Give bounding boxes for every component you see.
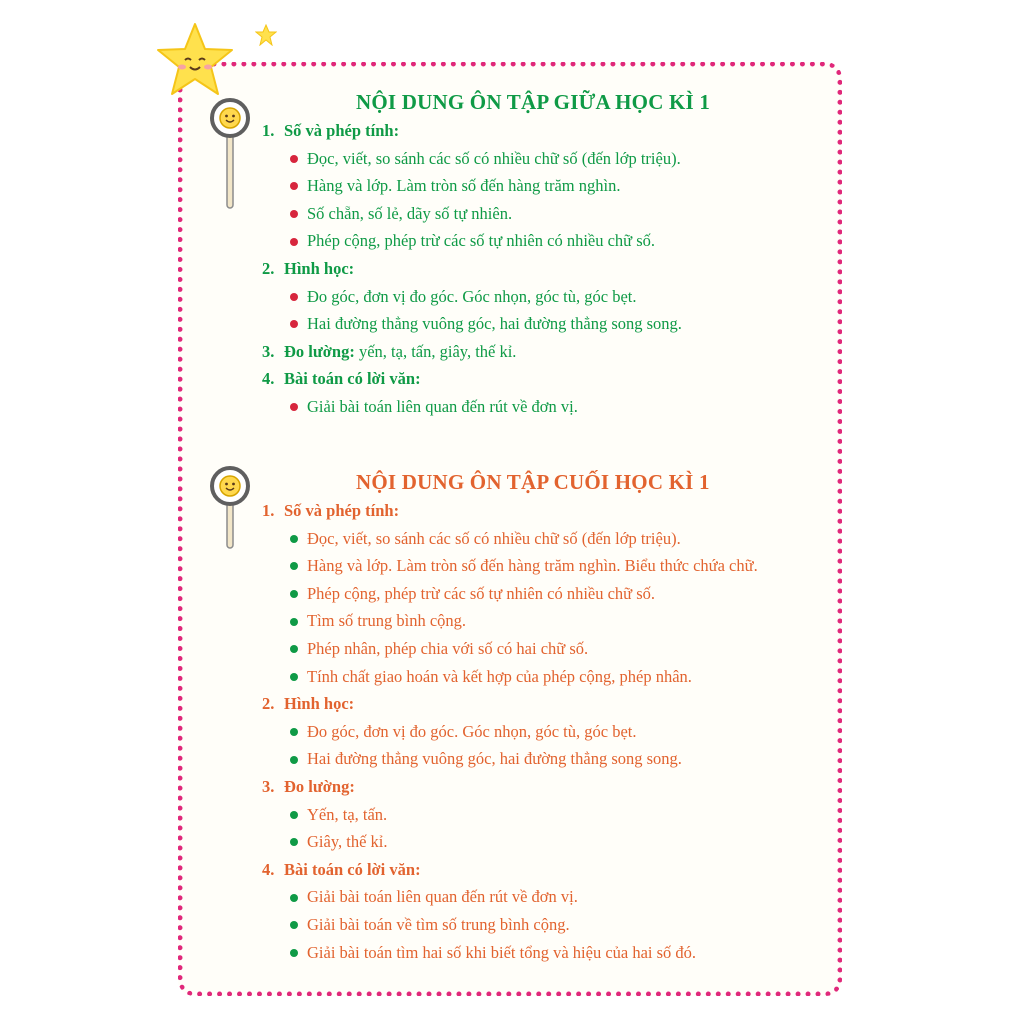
list-item-text: Hàng và lớp. Làm tròn số đến hàng trăm nghìn. bbox=[307, 176, 621, 196]
list-item bbox=[290, 667, 692, 687]
bullet-icon bbox=[290, 756, 298, 764]
bullet-icon bbox=[290, 590, 298, 598]
list-item-text: Yến, tạ, tấn. bbox=[307, 804, 388, 824]
bullet-icon bbox=[290, 210, 298, 218]
list-item-text: Tính chất giao hoán và kết hợp của phép cộng, phép nhân. bbox=[307, 666, 692, 686]
bullet-icon bbox=[290, 673, 298, 681]
bullet-icon bbox=[290, 921, 298, 929]
list-item bbox=[290, 611, 466, 631]
group-heading bbox=[262, 121, 399, 141]
list-item bbox=[290, 231, 655, 251]
lollipop-icon bbox=[208, 98, 252, 210]
list-item-text: Hai đường thẳng vuông góc, hai đường thẳng song song. bbox=[307, 749, 682, 769]
bullet-icon bbox=[290, 182, 298, 190]
list-item-text: Đọc, viết, so sánh các số có nhiều chữ số (đến lớp triệu). bbox=[307, 148, 681, 168]
list-item-text: Đo góc, đơn vị đo góc. Góc nhọn, góc tù, góc bẹt. bbox=[307, 286, 637, 306]
bullet-icon bbox=[290, 403, 298, 411]
list-item-text: Giải bài toán về tìm số trung bình cộng. bbox=[307, 915, 570, 934]
group-heading bbox=[262, 342, 516, 362]
list-item bbox=[290, 943, 696, 963]
bullet-icon bbox=[290, 320, 298, 328]
group-label: Hình học: bbox=[284, 694, 355, 714]
bullet-icon bbox=[290, 949, 298, 957]
list-item-text: Phép nhân, phép chia với số có hai chữ số. bbox=[307, 639, 589, 658]
bullet-icon bbox=[290, 894, 298, 902]
list-item bbox=[290, 397, 578, 417]
bullet-icon bbox=[290, 155, 298, 163]
group-heading bbox=[262, 860, 421, 880]
group-number: 1. bbox=[262, 501, 275, 520]
group-label: Đo lường: bbox=[284, 341, 355, 361]
list-item bbox=[290, 287, 637, 307]
group-heading bbox=[262, 369, 421, 389]
bullet-icon bbox=[290, 293, 298, 301]
list-item bbox=[290, 722, 637, 742]
group-label: Bài toán có lời văn: bbox=[284, 369, 421, 389]
group-number: 3. bbox=[262, 777, 275, 796]
list-item-text: Đọc, viết, so sánh các số có nhiều chữ số (đến lớp triệu). bbox=[307, 528, 681, 548]
bullet-icon bbox=[290, 838, 298, 846]
group-inline-text: yến, tạ, tấn, giây, thế kỉ. bbox=[358, 341, 517, 361]
list-item-text: Giải bài toán liên quan đến rút về đơn vị. bbox=[307, 397, 578, 416]
group-number: 2. bbox=[262, 259, 275, 278]
list-item bbox=[290, 556, 758, 576]
group-heading bbox=[262, 501, 399, 521]
list-item bbox=[290, 314, 682, 334]
smiling-star-icon bbox=[155, 22, 235, 98]
list-item bbox=[290, 204, 512, 224]
list-item-text: Tìm số trung bình cộng. bbox=[307, 611, 467, 631]
list-item bbox=[290, 149, 681, 169]
bullet-icon bbox=[290, 811, 298, 819]
list-item-text: Giây, thế kỉ. bbox=[307, 832, 388, 852]
list-item-text: Giải bài toán liên quan đến rút về đơn vị. bbox=[307, 887, 578, 907]
group-number: 3. bbox=[262, 341, 275, 361]
list-item bbox=[290, 176, 620, 196]
bullet-icon bbox=[290, 728, 298, 736]
list-item bbox=[290, 887, 578, 907]
list-item bbox=[290, 639, 588, 659]
group-label: Đo lường: bbox=[284, 777, 355, 796]
group-heading bbox=[262, 259, 354, 279]
list-item-text: Phép cộng, phép trừ các số tự nhiên có nhiều chữ số. bbox=[307, 231, 656, 251]
group-label: Số và phép tính: bbox=[284, 501, 400, 520]
list-item-text: Số chẵn, số lẻ, dãy số tự nhiên. bbox=[307, 203, 513, 223]
group-heading bbox=[262, 777, 355, 797]
list-item bbox=[290, 915, 570, 935]
list-item bbox=[290, 529, 681, 549]
group-label: Số và phép tính: bbox=[284, 121, 400, 140]
group-label: Hình học: bbox=[284, 259, 355, 278]
bullet-icon bbox=[290, 618, 298, 626]
group-number: 1. bbox=[262, 121, 275, 140]
bullet-icon bbox=[290, 562, 298, 570]
section-title: NỘI DUNG ÔN TẬP CUỐI HỌC KÌ 1 bbox=[356, 470, 710, 494]
bullet-icon bbox=[290, 645, 298, 653]
lollipop-icon bbox=[208, 466, 252, 578]
list-item-text: Hàng và lớp. Làm tròn số đến hàng trăm nghìn. Biểu thức chứa chữ. bbox=[307, 556, 758, 576]
group-number: 4. bbox=[262, 369, 275, 389]
list-item-text: Hai đường thẳng vuông góc, hai đường thẳng song song. bbox=[307, 314, 682, 334]
group-heading bbox=[262, 694, 354, 714]
list-item bbox=[290, 749, 682, 769]
list-item-text: Phép cộng, phép trừ các số tự nhiên có nhiều chữ số. bbox=[307, 583, 656, 603]
list-item-text: Đo góc, đơn vị đo góc. Góc nhọn, góc tù, góc bẹt. bbox=[307, 721, 637, 741]
list-item bbox=[290, 584, 655, 604]
section-title: NỘI DUNG ÔN TẬP GIỮA HỌC KÌ 1 bbox=[356, 90, 711, 114]
list-item-text: Giải bài toán tìm hai số khi biết tổng và hiệu của hai số đó. bbox=[307, 942, 697, 962]
group-number: 4. bbox=[262, 859, 275, 879]
group-number: 2. bbox=[262, 694, 275, 714]
group-label: Bài toán có lời văn: bbox=[284, 859, 421, 879]
small-star-icon bbox=[255, 24, 277, 46]
bullet-icon bbox=[290, 238, 298, 246]
list-item bbox=[290, 805, 387, 825]
list-item bbox=[290, 832, 388, 852]
bullet-icon bbox=[290, 535, 298, 543]
